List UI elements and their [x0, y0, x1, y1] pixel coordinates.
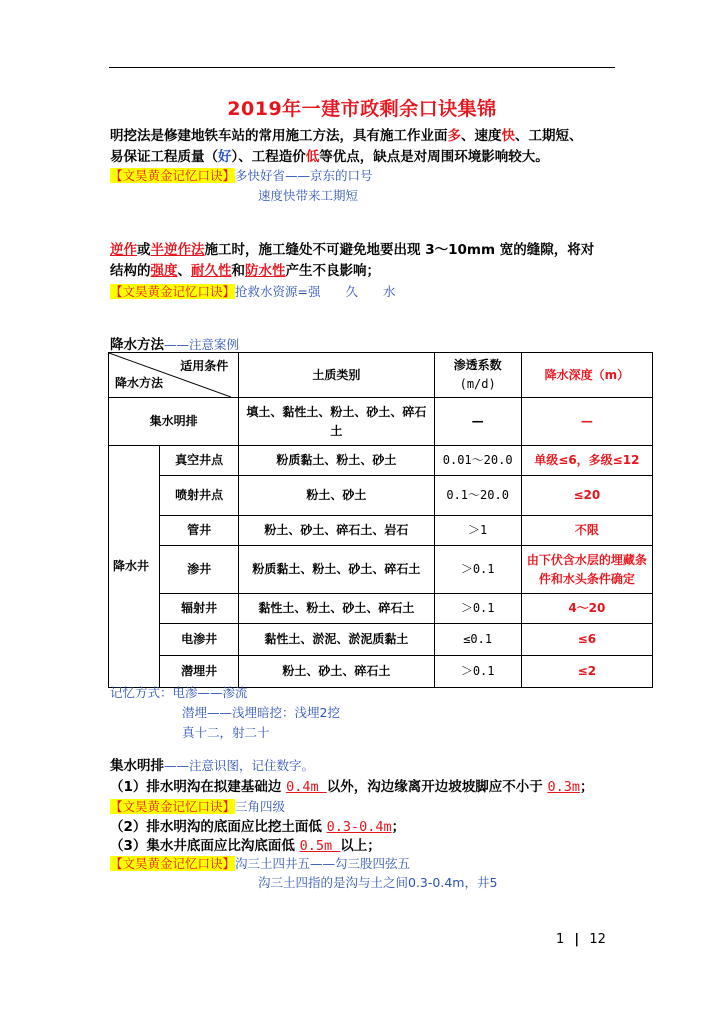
reverse-text: 和 [231, 263, 245, 279]
mnemonic-tag: 【文昊黄金记忆口诀】 [110, 168, 236, 183]
rule-text: （2）排水明沟的底面应比挖土面低 [110, 819, 327, 835]
section-memo: ——注意识图，记住数字。 [164, 758, 315, 773]
dewatering-table [108, 352, 653, 688]
value-blank: 0.3m [547, 779, 580, 795]
soil-cell: 填土、黏性土、粉土、砂土、碎石土 [239, 398, 434, 446]
soil-cell: 粉质黏土、粉土、砂土、碎石土 [239, 546, 434, 594]
mnemonic-text: 三角四级 [235, 799, 286, 814]
sump-rule-1 [110, 775, 593, 795]
method-name: 真空井点 [160, 446, 239, 476]
soil-cell: 粉质黏土、粉土、砂土 [239, 446, 434, 476]
soil-cell: 粉土、砂土 [239, 476, 434, 516]
page-separator: | [574, 932, 580, 947]
table-row [109, 446, 653, 476]
page-number: 1 [556, 932, 565, 947]
perm-cell: 0.01～20.0 [434, 446, 521, 476]
intro-text: ）、工程造价 [231, 149, 306, 165]
table-row [109, 476, 653, 516]
intro-paragraph [110, 126, 620, 168]
rule-text: （3）集水井底面应比沟底面低 [110, 838, 300, 854]
header-condition: 适用条件 [180, 359, 229, 373]
method-name: 喷射井点 [160, 476, 239, 516]
depth-cell: 4～20 [521, 594, 652, 624]
intro-text: 、速度 [461, 128, 502, 144]
mnemonic-text: 抢救水资源=强 久 水 [235, 284, 396, 299]
reverse-text: 产生不良影响； [285, 263, 380, 279]
table-row [109, 516, 653, 546]
intro-line-1 [110, 126, 620, 147]
well-group-label: 降水井 [109, 446, 160, 688]
page-footer [556, 932, 606, 947]
highlight-low: 低 [305, 149, 320, 165]
mnemonic-line [110, 796, 285, 815]
highlight-good: 好 [218, 149, 232, 165]
sump-rule-2 [110, 815, 405, 835]
perm-cell: ＞0.1 [434, 546, 521, 594]
reverse-text: 施工时，施工缝处不可避免地要出现 3～10mm 宽的缝隙，将对 [204, 242, 595, 258]
header-diagonal-cell [109, 353, 239, 398]
mnemonic-text: 速度快带来工期短 [258, 188, 359, 203]
soil-cell: 黏性土、粉土、砂土、碎石土 [239, 594, 434, 624]
intro-text: 、工期短、 [515, 128, 583, 144]
term-strength: 强度 [150, 263, 178, 279]
reverse-text: 或 [137, 242, 151, 258]
header-rule [109, 67, 615, 68]
header-soil: 土质类别 [239, 353, 434, 398]
memory-line: 真十二，射二十 [182, 725, 270, 740]
perm-cell: — [434, 398, 521, 446]
rule-text: ； [579, 779, 594, 795]
mnemonic-line [110, 853, 410, 872]
method-name: 集水明排 [109, 398, 239, 446]
section-memo: ——注意案例 [164, 337, 240, 352]
reverse-text: 结构的 [110, 263, 151, 279]
depth-cell: 单级≤6，多级≤12 [521, 446, 652, 476]
reverse-text: 、 [177, 263, 191, 279]
reverse-line-1 [110, 240, 620, 261]
highlight-fast: 快 [501, 128, 515, 144]
method-name: 管井 [160, 516, 239, 546]
method-name: 电渗井 [160, 624, 239, 656]
mnemonic-tag: 【文昊黄金记忆口诀】 [110, 799, 236, 814]
table-row [109, 624, 653, 656]
header-perm-label: 渗透系数 [453, 358, 502, 372]
sump-heading [110, 754, 314, 774]
term-durability: 耐久性 [191, 263, 232, 279]
header-permeability [434, 353, 521, 398]
intro-text: 易保证工程质量（ [110, 149, 218, 165]
mnemonic-text: 沟三土四指的是沟与土之间0.3-0.4m，井5 [258, 875, 498, 890]
memory-line: 潜埋——浅埋暗挖：浅埋2挖 [182, 705, 340, 720]
rule-text: 以上； [340, 838, 381, 854]
section-label: 集水明排 [110, 758, 164, 774]
method-name: 潜埋井 [160, 656, 239, 688]
soil-cell: 粉土、砂土、碎石土、岩石 [239, 516, 434, 546]
value-blank: 0.5m [299, 838, 341, 854]
header-perm-unit: (m/d) [459, 377, 496, 391]
sump-rule-3 [110, 834, 381, 854]
page-title: 2019年一建市政剩余口诀集锦 [227, 98, 497, 120]
soil-cell: 黏性土、淤泥、淤泥质黏土 [239, 624, 434, 656]
intro-text: 等优点，缺点是对周围环境影响较大。 [319, 149, 549, 165]
depth-cell: 由下伏含水层的埋藏条件和水头条件确定 [521, 546, 652, 594]
term-reverse: 逆作 [110, 242, 137, 258]
section-label: 降水方法 [110, 337, 164, 353]
term-semi-reverse: 半逆作法 [150, 242, 205, 258]
table-row [109, 398, 653, 446]
dewater-heading [110, 333, 239, 353]
table-row [109, 594, 653, 624]
rule-text: （1）排水明沟在拟建基础边 [110, 779, 287, 795]
depth-cell: ≤20 [521, 476, 652, 516]
perm-cell: ＞0.1 [434, 656, 521, 688]
depth-cell: — [521, 398, 652, 446]
depth-cell: 不限 [521, 516, 652, 546]
depth-cell: ≤2 [521, 656, 652, 688]
value-blank: 0.3-0.4m [326, 819, 392, 835]
perm-cell: ＞0.1 [434, 594, 521, 624]
method-name: 辐射井 [160, 594, 239, 624]
table-header-row [109, 353, 653, 398]
value-blank: 0.4m [286, 779, 327, 795]
reverse-paragraph [110, 240, 620, 282]
method-name: 渗井 [160, 546, 239, 594]
mnemonic-tag: 【文昊黄金记忆口诀】 [110, 856, 236, 871]
mnemonic-text: 沟三土四井五——勾三股四弦五 [235, 856, 411, 871]
soil-cell: 粉土、砂土、碎石土 [239, 656, 434, 688]
mnemonic-line [110, 281, 396, 300]
mnemonic-text: 多快好省——京东的口号 [235, 168, 373, 183]
header-method: 降水方法 [115, 376, 164, 390]
mnemonic-line [110, 165, 373, 184]
page-total: 12 [589, 932, 606, 947]
header-depth: 降水深度（m） [521, 353, 652, 398]
table-row [109, 546, 653, 594]
mnemonic-tag: 【文昊黄金记忆口诀】 [110, 284, 236, 299]
depth-cell: ≤6 [521, 624, 652, 656]
term-waterproof: 防水性 [245, 263, 286, 279]
highlight-many: 多 [447, 128, 461, 144]
perm-cell: ≤0.1 [434, 624, 521, 656]
intro-text: 明挖法是修建地铁车站的常用施工方法，具有施工作业面 [110, 128, 448, 144]
reverse-line-2 [110, 261, 620, 282]
rule-text: ； [391, 819, 406, 835]
perm-cell: 0.1～20.0 [434, 476, 521, 516]
perm-cell: ＞1 [434, 516, 521, 546]
rule-text: 以外，沟边缘离开边坡坡脚应不小于 [326, 779, 548, 795]
memory-line: 记忆方式：电渗——渗流 [110, 685, 248, 700]
